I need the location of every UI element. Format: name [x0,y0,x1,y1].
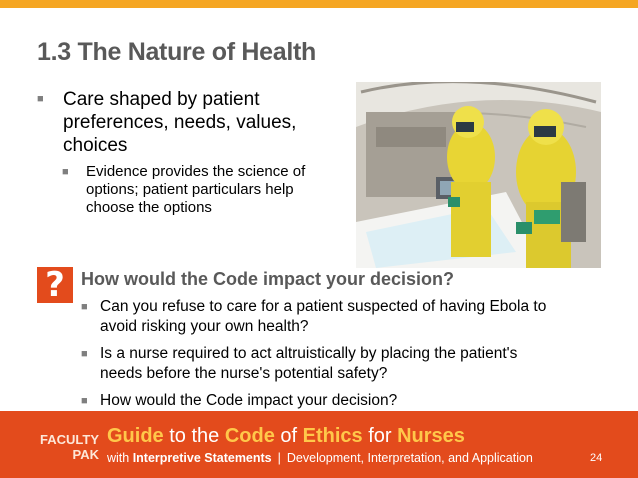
bullet-main [37,88,337,157]
subtitle-text: Development, Interpretation, and Application [286,451,533,465]
top-accent-bar [0,0,638,8]
question-mark-icon: ? [37,267,73,303]
bullet-sub [62,163,337,217]
guide-text: of [274,425,303,447]
subtitle-bold: Interpretive Statements [132,451,272,465]
nurses-word: Nurses [397,425,465,447]
bullet-sub-text: Evidence provides the science of options; patient particulars help choose the options [86,163,306,216]
question-item-text: Can you refuse to care for a patient suspected of having Ebola to avoid risking your own health? [100,298,547,335]
guide-subtitle [107,451,533,465]
list-item [81,391,551,411]
question-heading: How would the Code impact your decision? [81,269,455,289]
pak-label: PAK [72,447,99,462]
subtitle-text: with [107,451,133,465]
bullet-square-icon: ■ [81,395,88,407]
subtitle-separator: | [277,451,281,465]
bullet-square-icon: ■ [37,93,44,105]
guide-text: for [362,425,398,447]
ethics-word: Ethics [302,425,363,447]
bullet-main-text: Care shaped by patient preferences, needs, values, choices [63,89,297,156]
faculty-label: FACULTY [40,432,99,447]
code-word: Code [224,425,275,447]
question-item-text: Is a nurse required to act altruistically by placing the patient's needs before the nurse's potential safety? [100,345,518,382]
page-number: 24 [590,452,603,464]
question-list [81,297,551,418]
faculty-pak-logo [14,432,99,462]
slide-title: 1.3 The Nature of Health [37,38,316,66]
bullet-square-icon: ■ [81,301,88,313]
photo-illustration [356,82,601,268]
question-item-text: How would the Code impact your decision? [100,392,398,409]
guide-word: Guide [107,425,164,447]
list-item [81,297,551,337]
guide-text: to the [163,425,225,447]
bullet-block [37,88,337,217]
guide-title [107,425,465,448]
bullet-square-icon: ■ [81,348,88,360]
list-item [81,344,551,384]
bullet-square-icon: ■ [62,166,69,178]
clinicians-in-protective-suits-photo [356,82,601,268]
